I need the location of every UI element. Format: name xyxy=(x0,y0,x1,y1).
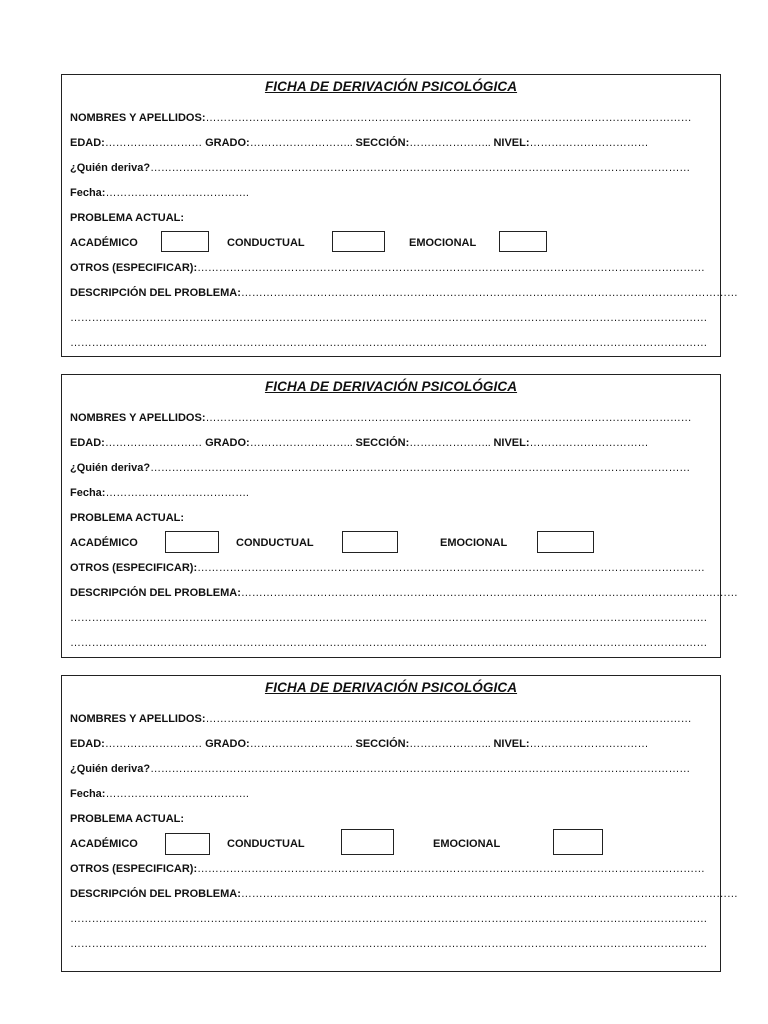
form-title: FICHA DE DERIVACIÓN PSICOLÓGICA xyxy=(264,79,518,94)
names-field[interactable]: NOMBRES Y APELLIDOS:……………………………………………………………………………………………………………………… xyxy=(70,713,692,725)
others-field[interactable]: OTROS (ESPECIFICAR):…………………………………………………………………………………………………………………………… xyxy=(70,863,705,875)
academic-label: ACADÉMICO xyxy=(70,537,138,549)
age-grade-section-level-row[interactable]: EDAD:……………………… GRADO:……………………….. SECCIÓN:………………….. NIVEL:…………………………… xyxy=(70,137,649,149)
date-field[interactable]: Fecha:…………………………………. xyxy=(70,187,249,199)
date-field[interactable]: Fecha:…………………………………. xyxy=(70,788,249,800)
description-line[interactable]: …………………………………………………………………………………………………………………………………………………………… xyxy=(70,913,708,925)
form-title: FICHA DE DERIVACIÓN PSICOLÓGICA xyxy=(264,680,518,695)
academic-checkbox[interactable] xyxy=(165,833,210,855)
emotional-label: EMOCIONAL xyxy=(440,537,508,549)
behavioral-checkbox[interactable] xyxy=(342,531,398,553)
current-problem-label: PROBLEMA ACTUAL: xyxy=(70,212,185,224)
current-problem-label: PROBLEMA ACTUAL: xyxy=(70,512,185,524)
behavioral-label: CONDUCTUAL xyxy=(236,537,314,549)
academic-checkbox[interactable] xyxy=(161,231,209,252)
description-line[interactable]: …………………………………………………………………………………………………………………………………………………………… xyxy=(70,612,708,624)
emotional-checkbox[interactable] xyxy=(499,231,547,252)
referral-form-1 xyxy=(61,74,738,357)
age-grade-section-level-row[interactable]: EDAD:……………………… GRADO:……………………….. SECCIÓN:………………….. NIVEL:…………………………… xyxy=(70,738,649,750)
age-grade-section-level-row[interactable]: EDAD:……………………… GRADO:……………………….. SECCIÓN:………………….. NIVEL:…………………………… xyxy=(70,437,649,449)
emotional-checkbox[interactable] xyxy=(537,531,594,553)
description-line[interactable]: …………………………………………………………………………………………………………………………………………………………… xyxy=(70,312,708,324)
description-line[interactable]: …………………………………………………………………………………………………………………………………………………………… xyxy=(70,637,708,649)
behavioral-label: CONDUCTUAL xyxy=(227,838,305,850)
academic-label: ACADÉMICO xyxy=(70,838,138,850)
academic-label: ACADÉMICO xyxy=(70,237,138,249)
names-field[interactable]: NOMBRES Y APELLIDOS:……………………………………………………………………………………………………………………… xyxy=(70,112,692,124)
names-field[interactable]: NOMBRES Y APELLIDOS:……………………………………………………………………………………………………………………… xyxy=(70,412,692,424)
emotional-checkbox[interactable] xyxy=(553,829,603,855)
emotional-label: EMOCIONAL xyxy=(433,838,501,850)
behavioral-label: CONDUCTUAL xyxy=(227,237,305,249)
behavioral-checkbox[interactable] xyxy=(332,231,385,252)
behavioral-checkbox[interactable] xyxy=(341,829,394,855)
others-field[interactable]: OTROS (ESPECIFICAR):…………………………………………………………………………………………………………………………… xyxy=(70,562,705,574)
problem-description-field[interactable]: DESCRIPCIÓN DEL PROBLEMA:………………………………………………………………………………………………………………………… xyxy=(70,587,738,599)
academic-checkbox[interactable] xyxy=(165,531,219,553)
current-problem-label: PROBLEMA ACTUAL: xyxy=(70,813,185,825)
emotional-label: EMOCIONAL xyxy=(409,237,477,249)
referral-form-2 xyxy=(61,374,738,658)
referral-form-3 xyxy=(61,675,738,972)
referred-by-field[interactable]: ¿Quién deriva?…………………………………………………………………………………………………………………………………… xyxy=(70,462,691,474)
referred-by-field[interactable]: ¿Quién deriva?…………………………………………………………………………………………………………………………………… xyxy=(70,763,691,775)
description-line[interactable]: …………………………………………………………………………………………………………………………………………………………… xyxy=(70,337,708,349)
referred-by-field[interactable]: ¿Quién deriva?…………………………………………………………………………………………………………………………………… xyxy=(70,162,691,174)
description-line[interactable]: …………………………………………………………………………………………………………………………………………………………… xyxy=(70,938,708,950)
form-title: FICHA DE DERIVACIÓN PSICOLÓGICA xyxy=(264,379,518,394)
problem-description-field[interactable]: DESCRIPCIÓN DEL PROBLEMA:………………………………………………………………………………………………………………………… xyxy=(70,287,738,299)
problem-description-field[interactable]: DESCRIPCIÓN DEL PROBLEMA:………………………………………………………………………………………………………………………… xyxy=(70,888,738,900)
others-field[interactable]: OTROS (ESPECIFICAR):…………………………………………………………………………………………………………………………… xyxy=(70,262,705,274)
date-field[interactable]: Fecha:…………………………………. xyxy=(70,487,249,499)
